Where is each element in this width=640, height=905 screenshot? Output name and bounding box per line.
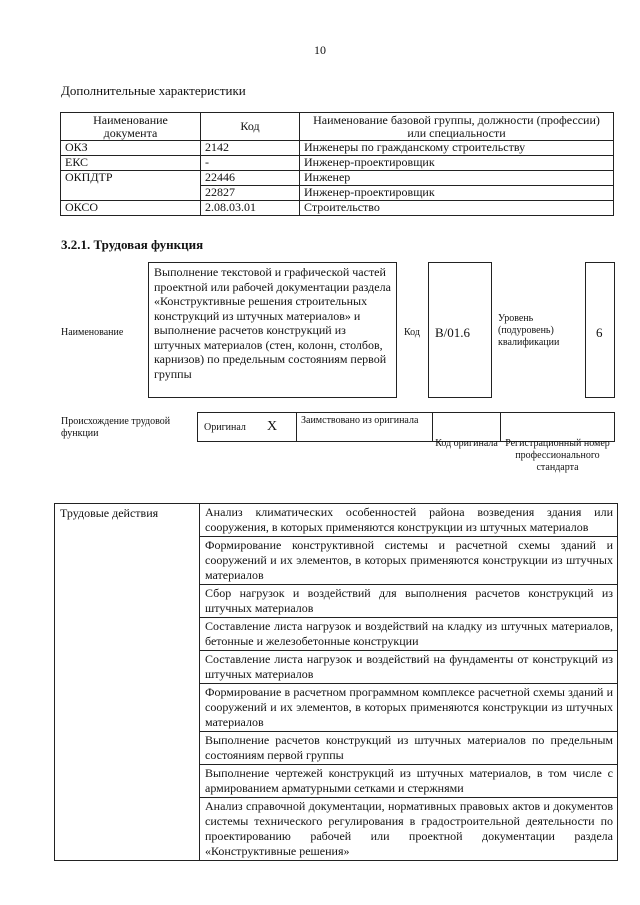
cell-code: 22827	[201, 186, 300, 201]
level-value: 6	[596, 325, 603, 340]
cell-doc: ОКПДТР	[61, 171, 201, 201]
cell-doc: ОКЗ	[61, 141, 201, 156]
cell-code: 2.08.03.01	[201, 201, 300, 216]
original-label: Оригинал	[204, 422, 246, 433]
borrowed-label: Заимствовано из оригинала	[301, 415, 419, 426]
header-name: Наименование базовой группы, должности (профессии) или специальности	[300, 113, 614, 141]
labor-action-item: Сбор нагрузок и воздействий для выполнения расчетов конструкций из штучных материалов	[200, 585, 618, 618]
section-title: Дополнительные характеристики	[61, 83, 246, 98]
original-cell	[197, 412, 297, 442]
code-label: Код	[404, 327, 420, 338]
table-row	[61, 171, 614, 186]
cell-name: Инженер-проектировщик	[300, 156, 614, 171]
table-row	[61, 141, 614, 156]
cell-name: Инженер	[300, 171, 614, 186]
table-header-row	[61, 113, 614, 141]
borrowed-cell	[296, 412, 433, 442]
labor-action-item: Анализ климатических особенностей района возведения здания или сооружения, в которых применяются конструкции из штучных материалов	[200, 504, 618, 537]
labor-action-item: Выполнение расчетов конструкций из штучных материалов по предельным состояниям первой группы	[200, 732, 618, 765]
original-mark: X	[267, 419, 278, 434]
header-code: Код	[201, 113, 300, 141]
code-original-label: Код оригинала	[435, 438, 498, 449]
code-value: B/01.6	[435, 325, 471, 340]
labor-action-item: Выполнение чертежей конструкций из штучных материалов, в том числе с армированием арматурными сетками и стержнями	[200, 765, 618, 798]
labor-action-item: Формирование конструктивной системы и расчетной схемы зданий и сооружений и их элементов, в которых применяются конструкции из штучных материалов	[200, 537, 618, 585]
header-doc: Наименование документа	[61, 113, 201, 141]
labor-actions-table	[54, 503, 618, 861]
labor-action-item: Формирование в расчетном программном комплексе расчетной схемы зданий и сооружений и их элементов, в которых применяются конструкции из штучных материалов	[200, 684, 618, 732]
cell-name: Строительство	[300, 201, 614, 216]
cell-code: 2142	[201, 141, 300, 156]
cell-name: Инженеры по гражданскому строительству	[300, 141, 614, 156]
table-row	[61, 201, 614, 216]
table-row	[55, 504, 618, 537]
labor-action-item: Составление листа нагрузок и воздействий на фундаменты от конструкций из штучных материалов	[200, 651, 618, 684]
additional-characteristics-table	[60, 112, 614, 216]
cell-name: Инженер-проектировщик	[300, 186, 614, 201]
table-row	[61, 156, 614, 171]
cell-doc: ЕКС	[61, 156, 201, 171]
function-name-box	[148, 262, 397, 398]
code-box	[428, 262, 492, 398]
level-box	[585, 262, 615, 398]
cell-doc: ОКСО	[61, 201, 201, 216]
labor-action-item: Анализ справочной документации, нормативных правовых актов и документов системы технического регулирования в градостроительной деятельности по проектированию рабочей или проектной документации раздела «Конструктивные решения»	[200, 798, 618, 861]
function-name: Выполнение текстовой и графической частей проектной или рабочей документации раздела «Конструктивные решения строительных конструкций из штучных материалов» и выполнение расчетов конструкций из штучных материалов (стен, колонн, столбов, карнизов) по предельным состояниям первой группы	[154, 265, 391, 381]
function-title: 3.2.1. Трудовая функция	[61, 237, 204, 252]
page-number: 10	[314, 43, 326, 57]
cell-code: 22446	[201, 171, 300, 186]
origin-label: Происхождение трудовой функции	[61, 416, 171, 439]
level-label: Уровень (подуровень) квалификации	[498, 313, 560, 348]
labor-action-item: Составление листа нагрузок и воздействий на кладку из штучных материалов, бетонные и железобетонные конструкции	[200, 618, 618, 651]
cell-code: -	[201, 156, 300, 171]
name-label: Наименование	[61, 327, 124, 338]
reg-number-label: Регистрационный номер профессионального стандарта	[505, 438, 610, 473]
labor-actions-label: Трудовые действия	[55, 504, 200, 861]
